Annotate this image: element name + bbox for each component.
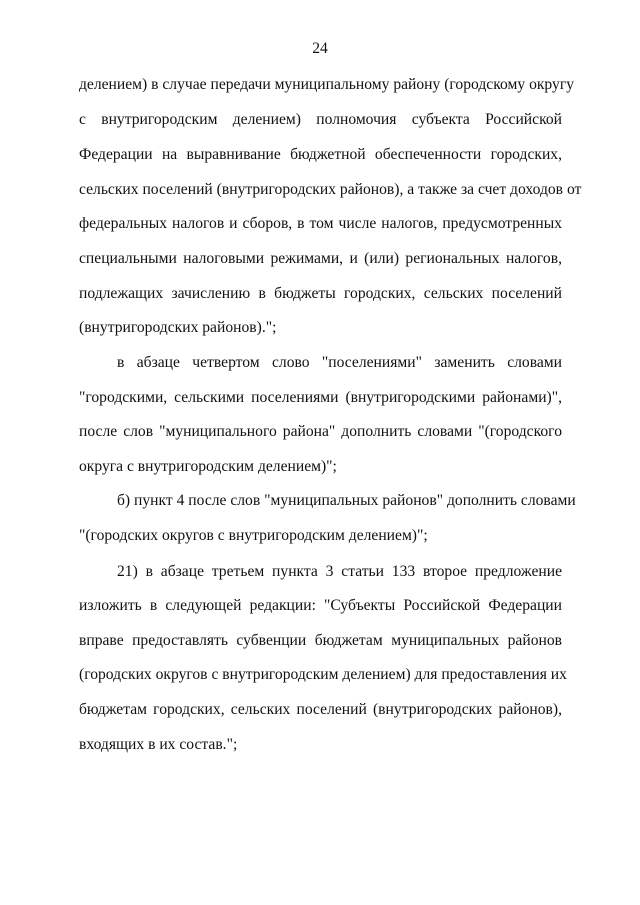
text-line: "городскими, сельскими поселениями (внутригородскими районами)", bbox=[79, 389, 562, 406]
text-line: вправе предоставлять субвенции бюджетам муниципальных районов bbox=[79, 632, 562, 649]
text-line: изложить в следующей редакции: "Субъекты Российской Федерации bbox=[79, 597, 562, 614]
text-line: округа с внутригородским делением)"; bbox=[79, 458, 337, 475]
text-line: в абзаце четвертом слово "поселениями" заменить словами bbox=[117, 354, 562, 371]
text-line: подлежащих зачислению в бюджеты городских, сельских поселений bbox=[79, 285, 562, 302]
text-line: после слов "муниципального района" дополнить словами "(городского bbox=[79, 423, 562, 440]
text-line: бюджетам городских, сельских поселений (внутригородских районов), bbox=[79, 701, 562, 718]
text-line: делением) в случае передачи муниципальному району (городскому округу bbox=[79, 76, 575, 93]
text-line: входящих в их состав."; bbox=[79, 736, 238, 753]
text-line: (внутригородских районов)."; bbox=[79, 319, 277, 336]
text-line: сельских поселений (внутригородских районов), а также за счет доходов от bbox=[79, 181, 582, 198]
page-number: 24 bbox=[312, 40, 328, 57]
text-line: 21) в абзаце третьем пункта 3 статьи 133 второе предложение bbox=[117, 563, 562, 580]
text-line: б) пункт 4 после слов "муниципальных районов" дополнить словами bbox=[117, 492, 576, 509]
text-line: федеральных налогов и сборов, в том числе налогов, предусмотренных bbox=[79, 215, 562, 232]
text-line: (городских округов с внутригородским делением) для предоставления их bbox=[79, 666, 567, 683]
text-line: с внутригородским делением) полномочия субъекта Российской bbox=[79, 111, 562, 128]
text-line: "(городских округов с внутригородским делением)"; bbox=[79, 527, 428, 544]
text-line: Федерации на выравнивание бюджетной обеспеченности городских, bbox=[79, 146, 562, 163]
text-line: специальными налоговыми режимами, и (или) региональных налогов, bbox=[79, 250, 562, 267]
